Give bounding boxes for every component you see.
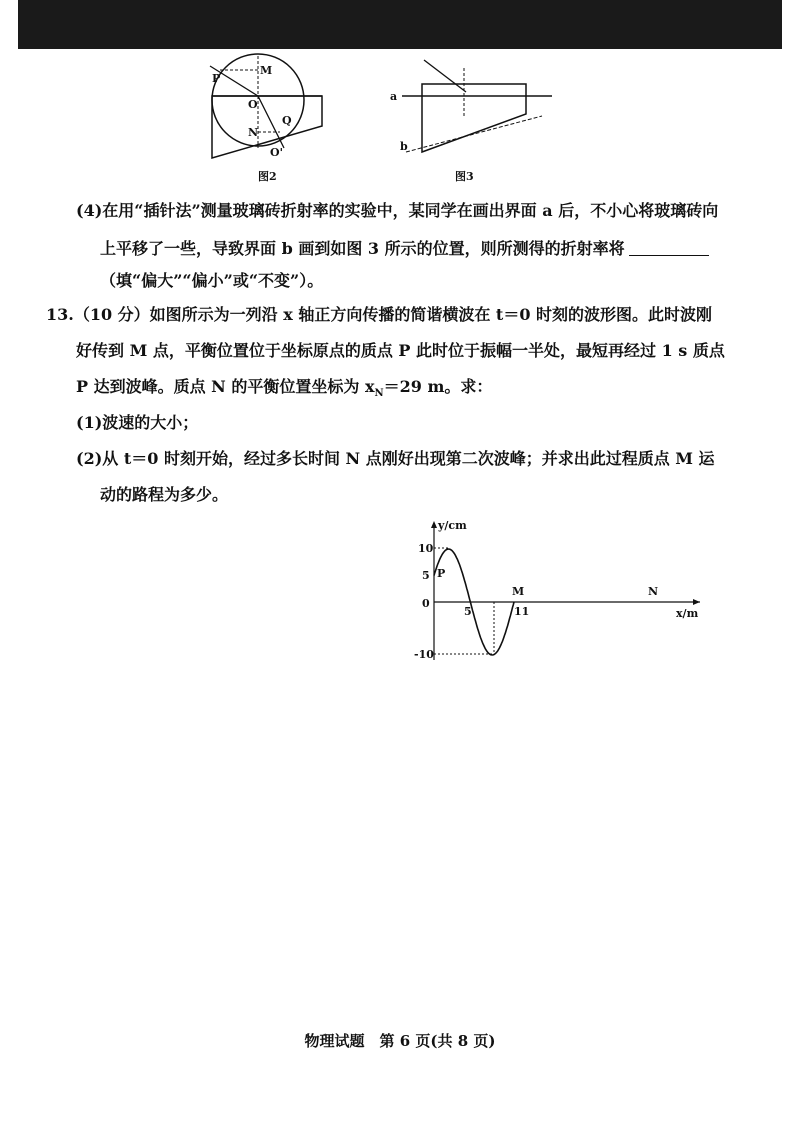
q13-line3-end: ＝29 m。求： [383,377,493,396]
q12-4-line3: （填“偏大”“偏小”或“不变”）。 [100,271,324,290]
x-axis-arrow [693,599,700,605]
x-tick-5: 5 [464,605,472,618]
q12-4-line2 [100,238,709,260]
q12-4-line1: (4)在用“插针法”测量玻璃砖折射率的实验中，某同学在画出界面 a 后，不小心将玻璃砖向 [76,201,719,220]
y-tick-5: 5 [422,569,430,582]
q13-line1: 13.（10 分）如图所示为一列沿 x 轴正方向传播的简谐横波在 t＝0 时刻的波形图。此时波刚 [46,305,713,324]
label-N: N [248,126,259,139]
glass-block [422,84,526,152]
q13-line3-sub: N [374,388,384,400]
label-M: M [512,585,525,598]
incident-ray [424,60,466,92]
page-footer: 物理试题 第 6 页(共 8 页) [304,1032,496,1050]
figure-2-glass-semicircle [190,52,340,164]
label-b: b [400,140,408,153]
scan-top-border [18,0,782,49]
label-O: O [248,98,258,111]
figure-3-caption: 图3 [455,170,474,183]
interface-b [406,116,542,152]
q13-line3 [76,376,492,405]
x-tick-11: 11 [514,605,530,618]
wave-chart [410,515,710,665]
glass-block [212,96,322,158]
label-O-prime: O' [270,146,283,159]
label-a: a [390,90,398,103]
y-tick-neg10: -10 [414,648,434,661]
figure-2-caption: 图2 [258,170,277,183]
answer-blank[interactable] [629,239,709,256]
label-N: N [648,585,659,598]
q13-sub2-line2: 动的路程为多少。 [100,485,229,504]
y-axis-label: y/cm [438,519,467,532]
q12-4-line2-text: 上平移了一些，导致界面 b 画到如图 3 所示的位置，则所测得的折射率将 [100,239,625,258]
label-Q: Q [282,114,292,127]
y-axis-arrow [431,521,437,528]
q13-sub2-line1: (2)从 t＝0 时刻开始，经过多长时间 N 点刚好出现第二次波峰；并求出此过程质点 M 运 [76,449,715,468]
label-P: P [437,567,446,580]
origin-label: 0 [422,597,430,610]
figure-3-glass-block [386,58,556,162]
x-axis-label: x/m [676,607,699,620]
q13-line3-text: P 达到波峰。质点 N 的平衡位置坐标为 x [76,377,375,396]
q13-sub1: (1)波速的大小； [76,413,199,432]
y-tick-10: 10 [418,542,434,555]
label-M: M [260,64,273,77]
q13-line2: 好传到 M 点，平衡位置位于坐标原点的质点 P 此时位于振幅一半处，最短再经过 1 s 质点 [76,341,725,360]
label-P: P [212,72,221,85]
